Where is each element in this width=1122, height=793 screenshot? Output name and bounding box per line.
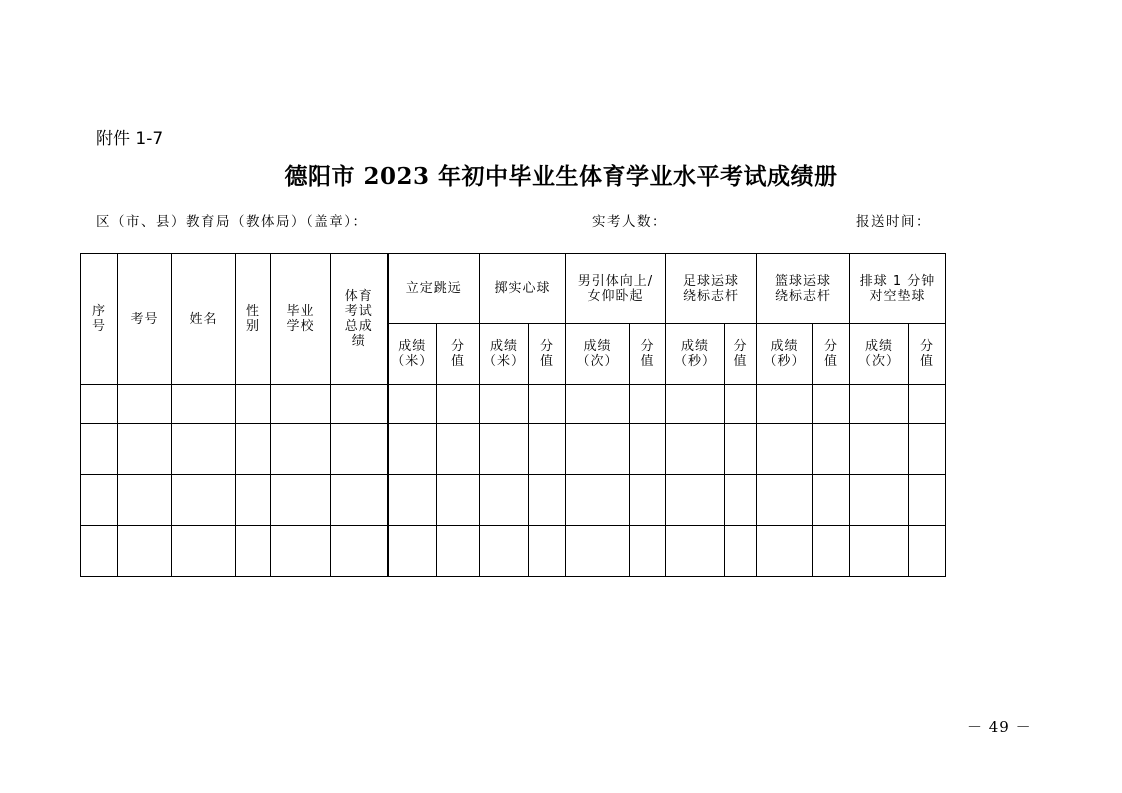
table-cell[interactable] xyxy=(236,475,271,526)
table-cell[interactable] xyxy=(566,475,630,526)
table-cell[interactable] xyxy=(909,424,946,475)
table-cell[interactable] xyxy=(331,424,388,475)
subheader-points: 分值 xyxy=(529,324,566,385)
table-row xyxy=(81,385,946,424)
table-cell[interactable] xyxy=(437,424,480,475)
table-cell[interactable] xyxy=(118,475,172,526)
table-cell[interactable] xyxy=(666,475,725,526)
table-cell[interactable] xyxy=(666,424,725,475)
table-cell[interactable] xyxy=(566,385,630,424)
attachment-label: 附件 1-7 xyxy=(96,129,164,149)
table-cell[interactable] xyxy=(725,424,757,475)
table-cell[interactable] xyxy=(81,475,118,526)
table-cell[interactable] xyxy=(118,385,172,424)
header-event-basketball-dribble: 篮球运球绕标志杆 xyxy=(757,254,850,324)
table-cell[interactable] xyxy=(388,526,437,577)
table-cell[interactable] xyxy=(529,385,566,424)
table-cell[interactable] xyxy=(813,424,850,475)
table-cell[interactable] xyxy=(757,475,813,526)
table-cell[interactable] xyxy=(566,526,630,577)
table-cell[interactable] xyxy=(630,424,666,475)
table-cell[interactable] xyxy=(81,526,118,577)
subheader-points: 分值 xyxy=(909,324,946,385)
table-row xyxy=(81,424,946,475)
table-cell[interactable] xyxy=(118,526,172,577)
subheader-score: 成绩（米） xyxy=(388,324,437,385)
table-cell[interactable] xyxy=(757,424,813,475)
subheader-score: 成绩（秒） xyxy=(666,324,725,385)
table-cell[interactable] xyxy=(566,424,630,475)
table-cell[interactable] xyxy=(529,475,566,526)
header-name: 姓名 xyxy=(172,254,236,385)
table-cell[interactable] xyxy=(118,424,172,475)
header-event-football-dribble: 足球运球绕标志杆 xyxy=(666,254,757,324)
table-cell[interactable] xyxy=(725,526,757,577)
table-row xyxy=(81,526,946,577)
table-cell[interactable] xyxy=(388,424,437,475)
table-cell[interactable] xyxy=(666,385,725,424)
table-cell[interactable] xyxy=(850,385,909,424)
table-cell[interactable] xyxy=(388,385,437,424)
table-cell[interactable] xyxy=(271,424,331,475)
table-header-row-1 xyxy=(81,254,946,324)
subheader-points: 分值 xyxy=(725,324,757,385)
table-cell[interactable] xyxy=(81,424,118,475)
header-seq: 序号 xyxy=(81,254,118,385)
table-cell[interactable] xyxy=(850,475,909,526)
table-cell[interactable] xyxy=(630,475,666,526)
table-cell[interactable] xyxy=(813,385,850,424)
table-cell[interactable] xyxy=(850,526,909,577)
table-cell[interactable] xyxy=(331,526,388,577)
table-cell[interactable] xyxy=(630,385,666,424)
district-field-label: 区（市、县）教育局（教体局）（盖章）： xyxy=(96,214,368,230)
table-cell[interactable] xyxy=(480,385,529,424)
table-cell[interactable] xyxy=(271,385,331,424)
header-event-standing-jump: 立定跳远 xyxy=(388,254,480,324)
table-cell[interactable] xyxy=(81,385,118,424)
submit-time-label: 报送时间： xyxy=(856,214,931,230)
subheader-score: 成绩（秒） xyxy=(757,324,813,385)
table-cell[interactable] xyxy=(331,475,388,526)
header-school: 毕业学校 xyxy=(271,254,331,385)
table-cell[interactable] xyxy=(236,385,271,424)
table-cell[interactable] xyxy=(480,424,529,475)
table-cell[interactable] xyxy=(909,385,946,424)
table-cell[interactable] xyxy=(630,526,666,577)
table-cell[interactable] xyxy=(271,526,331,577)
table-cell[interactable] xyxy=(172,475,236,526)
table-cell[interactable] xyxy=(236,526,271,577)
header-exam-number: 考号 xyxy=(118,254,172,385)
subheader-score: 成绩（次） xyxy=(850,324,909,385)
table-cell[interactable] xyxy=(850,424,909,475)
table-cell[interactable] xyxy=(480,475,529,526)
table-cell[interactable] xyxy=(725,385,757,424)
table-cell[interactable] xyxy=(437,526,480,577)
table-cell[interactable] xyxy=(529,526,566,577)
header-event-pullup-situp: 男引体向上/女仰卧起 xyxy=(566,254,666,324)
actual-count-label: 实考人数： xyxy=(592,214,667,230)
table-cell[interactable] xyxy=(529,424,566,475)
subheader-score: 成绩（米） xyxy=(480,324,529,385)
table-cell[interactable] xyxy=(757,385,813,424)
page-number: － 49 － xyxy=(967,718,1032,736)
table-cell[interactable] xyxy=(437,385,480,424)
header-event-volleyball: 排球 1 分钟对空垫球 xyxy=(850,254,946,324)
table-cell[interactable] xyxy=(236,424,271,475)
table-row xyxy=(81,475,946,526)
table-cell[interactable] xyxy=(271,475,331,526)
table-cell[interactable] xyxy=(909,475,946,526)
table-cell[interactable] xyxy=(725,475,757,526)
subheader-points: 分值 xyxy=(630,324,666,385)
table-cell[interactable] xyxy=(813,475,850,526)
grade-table xyxy=(80,253,946,577)
header-event-shot-put: 掷实心球 xyxy=(480,254,566,324)
header-gender: 性别 xyxy=(236,254,271,385)
table-cell[interactable] xyxy=(666,526,725,577)
header-total-score: 体育考试总成绩 xyxy=(331,254,388,385)
table-cell[interactable] xyxy=(172,424,236,475)
table-cell[interactable] xyxy=(172,385,236,424)
subheader-points: 分值 xyxy=(813,324,850,385)
table-cell[interactable] xyxy=(172,526,236,577)
table-cell[interactable] xyxy=(331,385,388,424)
table-cell[interactable] xyxy=(909,526,946,577)
subheader-score: 成绩（次） xyxy=(566,324,630,385)
subheader-points: 分值 xyxy=(437,324,480,385)
table-cell[interactable] xyxy=(480,526,529,577)
table-cell[interactable] xyxy=(757,526,813,577)
table-cell[interactable] xyxy=(813,526,850,577)
table-cell[interactable] xyxy=(388,475,437,526)
document-title: 德阳市 2023 年初中毕业生体育学业水平考试成绩册 xyxy=(284,163,838,190)
table-cell[interactable] xyxy=(437,475,480,526)
